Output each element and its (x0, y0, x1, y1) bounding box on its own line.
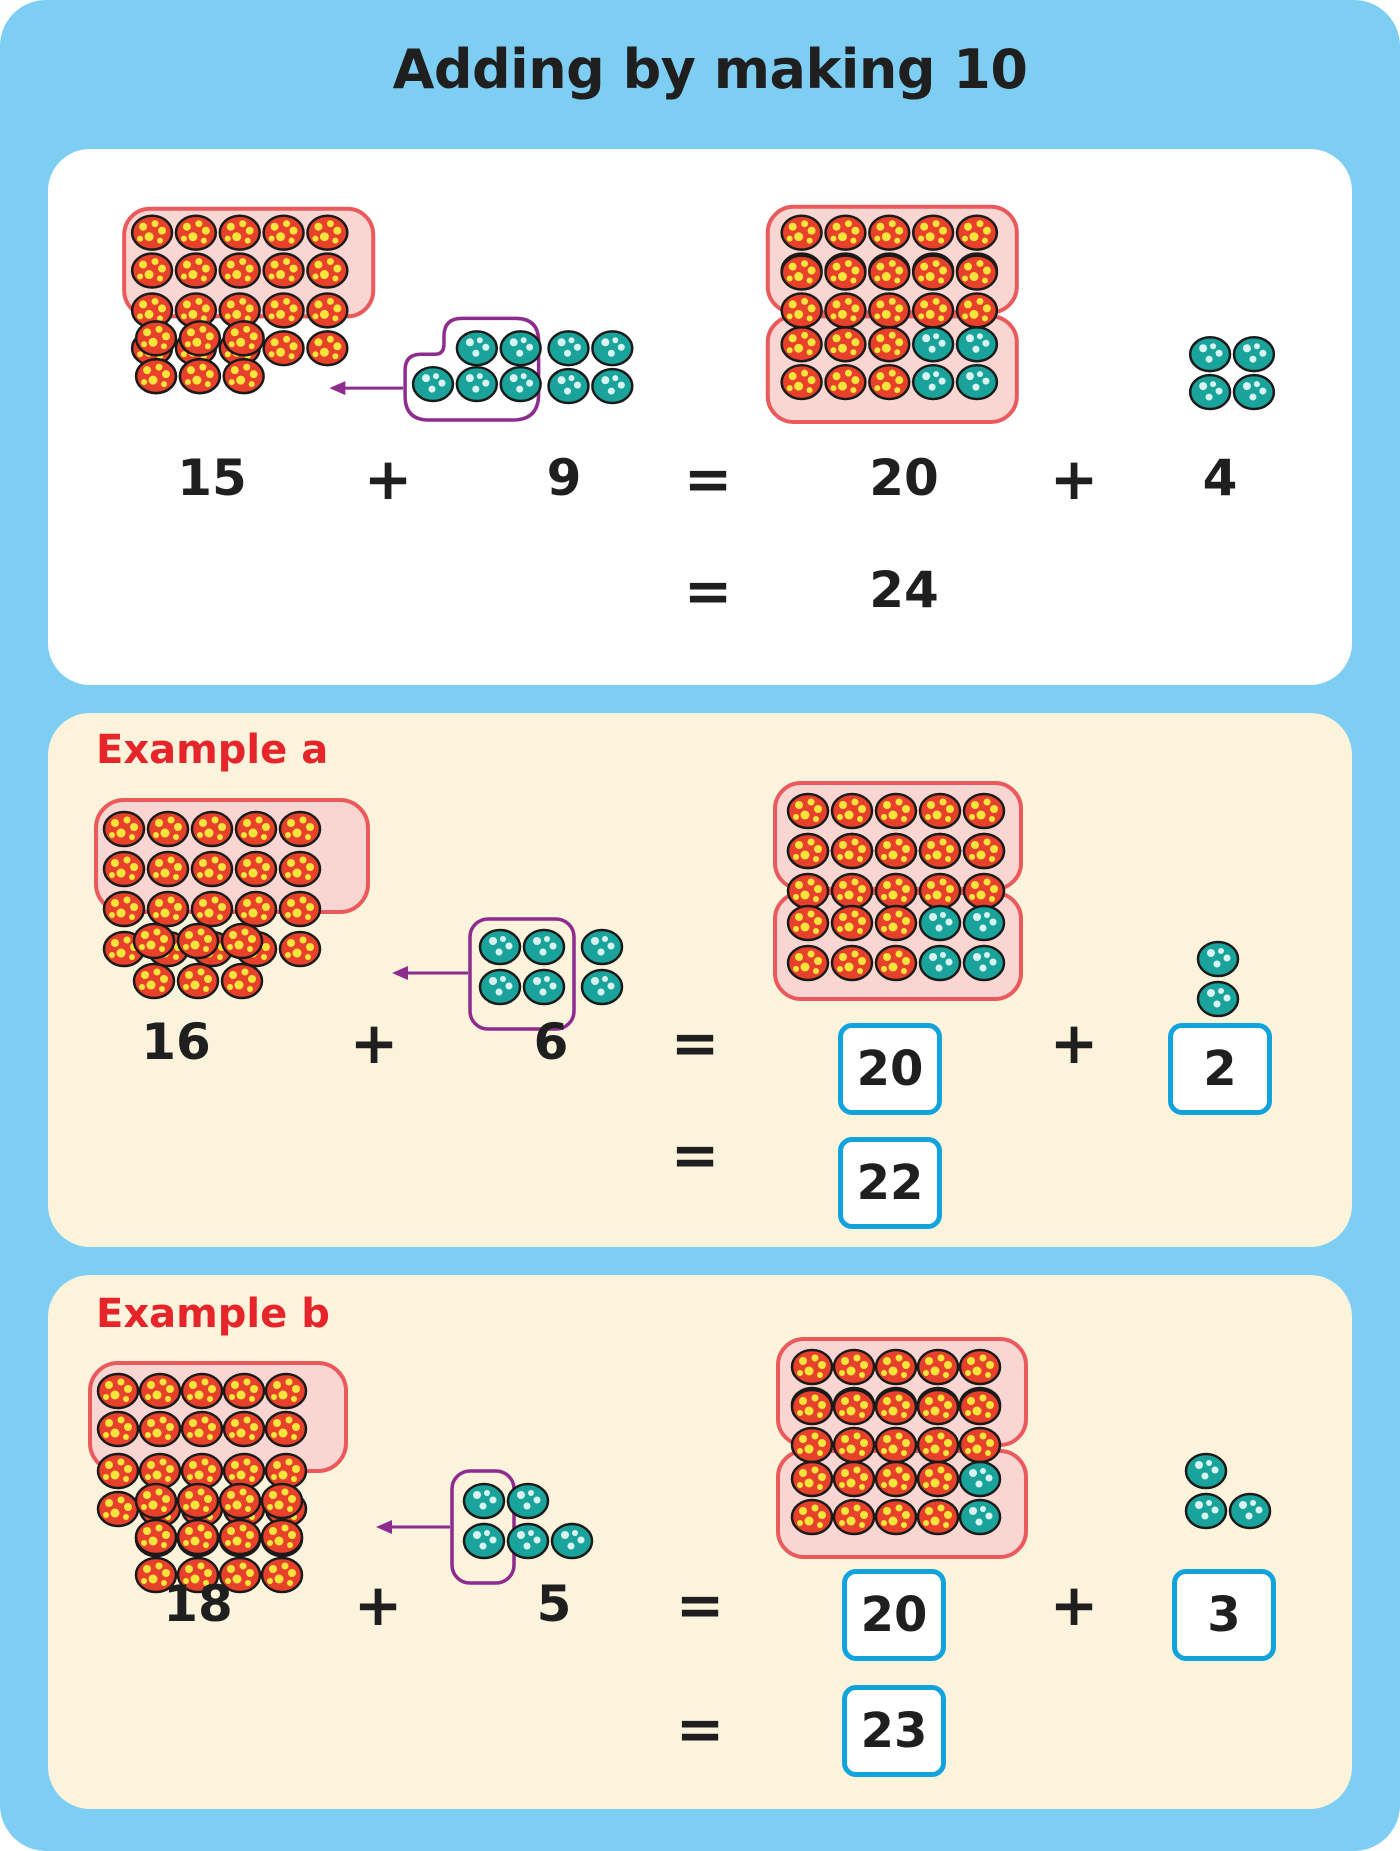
teal-counter (549, 331, 589, 365)
plus-sign: + (1049, 1571, 1099, 1639)
teal-counter (464, 1524, 504, 1558)
red-counter (182, 1374, 222, 1408)
teal-counter (592, 369, 632, 403)
red-counter (826, 293, 866, 327)
equals-sign: = (670, 1121, 720, 1189)
red-counter (782, 293, 822, 327)
second-addend: 9 (546, 449, 582, 507)
red-counter (792, 1350, 832, 1384)
red-counter (280, 852, 320, 886)
red-counter (920, 794, 960, 828)
red-counter (104, 892, 144, 926)
red-counter (180, 359, 220, 393)
red-counter (264, 293, 304, 327)
total-value: 24 (869, 561, 939, 619)
red-counter (920, 874, 960, 908)
red-counter (264, 216, 304, 250)
equals-sign: = (683, 445, 733, 513)
red-counter (136, 1484, 176, 1518)
red-counter (307, 254, 347, 288)
teal-counter (1198, 942, 1238, 976)
red-counter (913, 256, 953, 290)
red-counter (792, 1390, 832, 1424)
red-counter (792, 1500, 832, 1534)
red-counter (266, 1374, 306, 1408)
teal-counter (1190, 375, 1230, 409)
plus-sign: + (349, 1009, 399, 1077)
teal-counter (957, 327, 997, 361)
equals-sign: = (675, 1695, 725, 1763)
red-counter (220, 216, 260, 250)
red-counter (826, 327, 866, 361)
red-counter (148, 812, 188, 846)
red-counter (236, 812, 276, 846)
red-counter (136, 1520, 176, 1554)
red-counter (792, 1462, 832, 1496)
red-counter (266, 1454, 306, 1488)
red-counter (876, 874, 916, 908)
red-counter (176, 254, 216, 288)
red-counter (876, 1462, 916, 1496)
red-counter (913, 293, 953, 327)
red-counter (788, 874, 828, 908)
second-addend: 6 (533, 1013, 569, 1071)
teal-counter (1234, 375, 1274, 409)
red-counter (788, 834, 828, 868)
teal-counter (501, 367, 541, 401)
red-counter (104, 852, 144, 886)
red-counter (826, 216, 866, 250)
red-counter (236, 892, 276, 926)
demo-panel (48, 149, 1352, 685)
red-counter (134, 924, 174, 958)
red-counter (98, 1492, 138, 1526)
teal-counter (964, 906, 1004, 940)
red-counter (869, 327, 909, 361)
teal-counter (592, 331, 632, 365)
first-addend: 16 (141, 1013, 211, 1071)
red-counter (236, 852, 276, 886)
red-counter (307, 331, 347, 365)
red-counter (264, 331, 304, 365)
red-counter (960, 1350, 1000, 1384)
red-counter (918, 1500, 958, 1534)
red-counter (832, 906, 872, 940)
page-title: Adding by making 10 (392, 38, 1028, 101)
red-counter (957, 256, 997, 290)
teal-counter (413, 367, 453, 401)
second-addend: 5 (536, 1575, 572, 1633)
example-a-panel (48, 713, 1352, 1247)
red-counter (220, 1520, 260, 1554)
red-counter (148, 892, 188, 926)
plus-sign: + (1049, 445, 1099, 513)
red-counter (782, 365, 822, 399)
teal-counter (1190, 337, 1230, 371)
red-counter (826, 365, 866, 399)
teal-counter (552, 1524, 592, 1558)
red-counter (136, 359, 176, 393)
red-counter (876, 1350, 916, 1384)
red-counter (104, 812, 144, 846)
red-counter (132, 254, 172, 288)
red-counter (182, 1412, 222, 1446)
plus-sign: + (363, 445, 413, 513)
red-counter (136, 321, 176, 355)
ones-answer-box[interactable]: 3 (1172, 1569, 1276, 1661)
plus-sign: + (353, 1571, 403, 1639)
teal-counter (508, 1524, 548, 1558)
equals-sign: = (675, 1571, 725, 1639)
red-counter (960, 1428, 1000, 1462)
tens-value: 20 (869, 449, 939, 507)
total-answer-box[interactable]: 22 (838, 1137, 942, 1229)
red-counter (788, 906, 828, 940)
red-counter (788, 794, 828, 828)
teal-counter (501, 331, 541, 365)
example-title: Example b (96, 1291, 330, 1337)
red-counter (957, 293, 997, 327)
teal-counter (1198, 982, 1238, 1016)
red-counter (782, 327, 822, 361)
teal-counter (957, 365, 997, 399)
teal-counter (1186, 1454, 1226, 1488)
red-counter (876, 1390, 916, 1424)
total-answer-box[interactable]: 23 (842, 1685, 946, 1777)
red-counter (178, 964, 218, 998)
teal-counter (508, 1484, 548, 1518)
red-counter (224, 1412, 264, 1446)
red-counter (222, 924, 262, 958)
teal-counter (457, 331, 497, 365)
red-counter (834, 1428, 874, 1462)
teal-counter (960, 1462, 1000, 1496)
red-counter (918, 1428, 958, 1462)
red-counter (220, 254, 260, 288)
red-counter (178, 1520, 218, 1554)
teal-counter (582, 930, 622, 964)
red-counter (224, 1374, 264, 1408)
red-counter (964, 874, 1004, 908)
red-counter (140, 1374, 180, 1408)
regroup-arrowhead (392, 966, 408, 980)
ones-value: 4 (1202, 449, 1238, 507)
red-counter (834, 1500, 874, 1534)
teal-counter (960, 1500, 1000, 1534)
red-counter (876, 1500, 916, 1534)
red-counter (876, 834, 916, 868)
red-counter (266, 1412, 306, 1446)
red-counter (913, 216, 953, 250)
example-title: Example a (96, 727, 329, 773)
teal-counter (480, 930, 520, 964)
red-counter (134, 964, 174, 998)
red-counter (832, 946, 872, 980)
red-counter (920, 834, 960, 868)
red-counter (222, 964, 262, 998)
red-counter (832, 874, 872, 908)
teal-counter (464, 1484, 504, 1518)
red-counter (98, 1454, 138, 1488)
red-counter (869, 256, 909, 290)
equals-sign: = (670, 1009, 720, 1077)
red-counter (826, 256, 866, 290)
red-counter (832, 834, 872, 868)
teal-counter (920, 906, 960, 940)
red-counter (918, 1350, 958, 1384)
red-counter (876, 946, 916, 980)
teal-counter (582, 970, 622, 1004)
teal-counter (524, 970, 564, 1004)
red-counter (182, 1454, 222, 1488)
red-counter (960, 1390, 1000, 1424)
teal-counter (1230, 1494, 1270, 1528)
red-counter (224, 1454, 264, 1488)
red-counter (782, 256, 822, 290)
red-counter (280, 812, 320, 846)
plus-sign: + (1049, 1009, 1099, 1077)
red-counter (220, 1484, 260, 1518)
red-counter (178, 1484, 218, 1518)
red-counter (280, 932, 320, 966)
red-counter (788, 946, 828, 980)
red-counter (280, 892, 320, 926)
red-counter (918, 1390, 958, 1424)
red-counter (869, 216, 909, 250)
red-counter (98, 1374, 138, 1408)
red-counter (834, 1350, 874, 1384)
red-counter (307, 216, 347, 250)
red-counter (307, 293, 347, 327)
teal-counter (913, 327, 953, 361)
red-counter (876, 1428, 916, 1462)
red-counter (140, 1412, 180, 1446)
red-counter (264, 254, 304, 288)
teal-counter (920, 946, 960, 980)
example-b-panel (48, 1275, 1352, 1809)
ones-answer-box[interactable]: 2 (1168, 1023, 1272, 1115)
red-counter (262, 1484, 302, 1518)
red-counter (782, 216, 822, 250)
tens-answer-box[interactable]: 20 (842, 1569, 946, 1661)
teal-counter (524, 930, 564, 964)
red-counter (964, 834, 1004, 868)
teal-counter (480, 970, 520, 1004)
tens-answer-box[interactable]: 20 (838, 1023, 942, 1115)
red-counter (192, 812, 232, 846)
red-counter (918, 1462, 958, 1496)
red-counter (876, 794, 916, 828)
red-counter (262, 1520, 302, 1554)
teal-counter (1186, 1494, 1226, 1528)
red-counter (192, 892, 232, 926)
red-counter (176, 216, 216, 250)
red-counter (834, 1390, 874, 1424)
red-counter (180, 321, 220, 355)
red-counter (834, 1462, 874, 1496)
teal-counter (1234, 337, 1274, 371)
regroup-arrowhead (329, 381, 345, 395)
teal-counter (457, 367, 497, 401)
red-counter (148, 852, 188, 886)
red-counter (869, 293, 909, 327)
red-counter (869, 365, 909, 399)
red-counter (140, 1454, 180, 1488)
regroup-arrowhead (376, 1520, 392, 1534)
red-counter (964, 794, 1004, 828)
red-counter (178, 924, 218, 958)
red-counter (876, 906, 916, 940)
red-counter (132, 216, 172, 250)
red-counter (832, 794, 872, 828)
equals-sign: = (683, 557, 733, 625)
first-addend: 18 (163, 1575, 233, 1633)
red-counter (957, 216, 997, 250)
red-counter (192, 852, 232, 886)
teal-counter (913, 365, 953, 399)
red-counter (98, 1412, 138, 1446)
red-counter (792, 1428, 832, 1462)
first-addend: 15 (177, 449, 247, 507)
red-counter (224, 359, 264, 393)
red-counter (224, 321, 264, 355)
teal-counter (549, 369, 589, 403)
teal-counter (964, 946, 1004, 980)
red-counter (262, 1558, 302, 1592)
